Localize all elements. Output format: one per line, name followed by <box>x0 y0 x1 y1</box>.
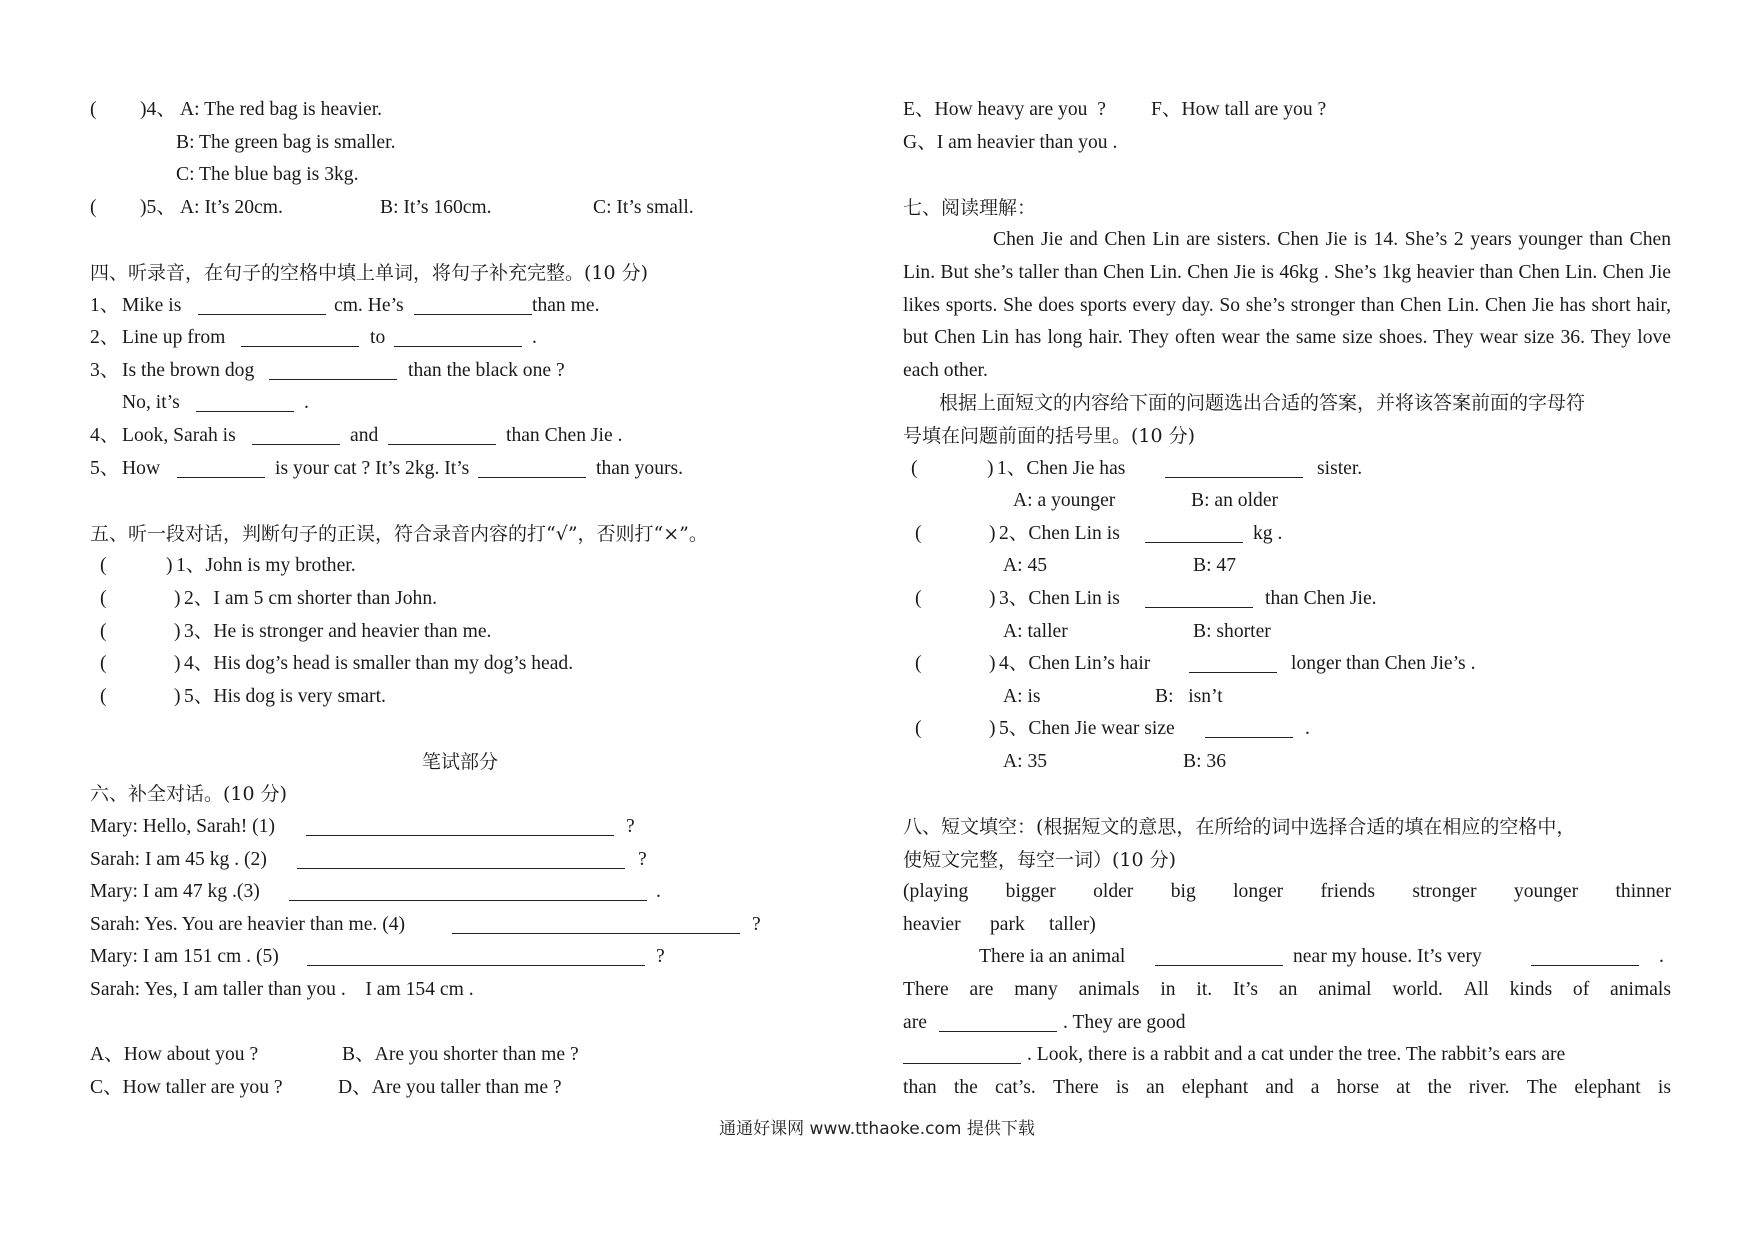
item-number: 2、 <box>90 327 120 349</box>
option-a: A: taller <box>1003 620 1068 642</box>
section-4-line-3 <box>90 355 830 388</box>
blank-line[interactable] <box>289 900 647 901</box>
sentence-text: and <box>350 424 379 446</box>
option-b: B: The green bag is smaller. <box>176 131 396 153</box>
option-d: D、Are you taller than me ? <box>338 1076 562 1098</box>
punctuation: ? <box>656 946 665 968</box>
passage-text: Chen Jie and Chen Lin are sisters. Chen Jie is 14. She’s 2 years younger than Chen Lin. But she’s taller than Chen Lin. Chen Jie is 46kg . She’s 1kg heavier than Chen Lin. Chen Jie likes sports. She does sports every day. So she’s stronger than Chen Lin. Chen Jie has short hair, but Chen Lin has long hair. They often wear the same size shoes. They wear size 36. They love each other. <box>903 229 1671 381</box>
option-a: A: It’s 20cm. <box>180 196 283 218</box>
blank-line[interactable] <box>1145 607 1253 608</box>
word-bank-item: park <box>990 913 1025 935</box>
section-4-title: 四、听录音，在句子的空格中填上单词，将句子补充完整。(10 分) <box>90 261 649 284</box>
blank-line[interactable] <box>306 835 614 836</box>
sentence-text: than yours. <box>596 457 684 479</box>
option-b: B、Are you shorter than me ? <box>342 1044 579 1066</box>
question-3-5-line <box>90 192 830 225</box>
word-bank-item: big <box>1170 881 1196 903</box>
question-text: 5、Chen Jie wear size <box>999 718 1175 740</box>
passage-word: in <box>1160 979 1176 1001</box>
punctuation: ? <box>638 848 647 870</box>
question-text: sister. <box>1317 457 1363 479</box>
reading-passage <box>903 224 1671 387</box>
question-text: than Chen Jie. <box>1265 587 1377 609</box>
passage-word: an <box>1146 1076 1165 1098</box>
answer-paren-close: ) <box>989 587 996 609</box>
item-number: 4、 <box>90 424 120 446</box>
passage-word: and <box>1265 1076 1294 1098</box>
option-a: A: is <box>1003 685 1041 707</box>
question-text: 3、Chen Lin is <box>999 587 1120 609</box>
option-a: A: The red bag is heavier. <box>180 99 383 120</box>
passage-word: is <box>1115 1076 1129 1098</box>
passage-text: near my house. It’s very <box>1293 946 1482 968</box>
question-text: 4、Chen Lin’s hair <box>999 653 1151 675</box>
statement-text: 5、His dog is very smart. <box>184 685 386 707</box>
statement-text: 1、John is my brother. <box>176 555 356 577</box>
answer-paren-close: ) <box>989 718 996 740</box>
blank-line[interactable] <box>1165 477 1303 478</box>
sentence-text: How <box>122 457 161 479</box>
reading-q4-options <box>903 681 1671 714</box>
section-7-instructions-1: 根据上面短文的内容给下面的问题选出合适的答案，并将该答案前面的字母符 <box>939 392 1586 415</box>
punctuation: ? <box>752 913 761 935</box>
passage-word: elephant <box>1181 1076 1249 1098</box>
cloze-line-4 <box>903 1039 1671 1072</box>
word-bank-item: thinner <box>1615 881 1671 903</box>
word-bank-row-1 <box>903 876 1671 909</box>
reading-q4 <box>903 648 1671 681</box>
option-c: C: It’s small. <box>593 196 694 218</box>
passage-word: the <box>953 1076 978 1098</box>
question-3-4-option-c-line <box>90 159 830 192</box>
sentence-text: No, it’s <box>122 392 180 414</box>
statement-text: 2、I am 5 cm shorter than John. <box>184 587 438 609</box>
sentence-text: . <box>532 327 537 349</box>
reading-q5-options <box>903 746 1671 779</box>
word-bank-item: friends <box>1320 881 1375 903</box>
section-6-title: 六、补全对话。(10 分) <box>90 783 288 806</box>
answer-paren-close: ) <box>174 620 181 642</box>
blank-line[interactable] <box>1205 737 1293 738</box>
passage-text: There ia an animal <box>979 946 1126 968</box>
passage-text: . <box>1659 946 1664 968</box>
question-text: 2、Chen Lin is <box>999 522 1120 544</box>
blank-line[interactable] <box>1155 965 1283 966</box>
section-5-title: 五、听一段对话，判断句子的正误，符合录音内容的打“√”，否则打“×”。 <box>90 522 708 545</box>
cloze-line-5 <box>903 1072 1671 1105</box>
options-row-2 <box>90 1072 830 1105</box>
page-footer: 通通好课网 www.tthaoke.com 提供下载 <box>719 1119 1035 1139</box>
sentence-text: Look, Sarah is <box>122 424 236 446</box>
word-bank-row-2 <box>903 909 1671 942</box>
blank-line[interactable] <box>414 314 532 315</box>
reading-q1 <box>903 453 1671 486</box>
option-e: E、How heavy are you ? <box>903 99 1106 120</box>
question-text: 1、Chen Jie has <box>997 457 1126 479</box>
option-g: G、I am heavier than you . <box>903 131 1118 153</box>
question-text: . <box>1305 718 1310 740</box>
section-5-item-1 <box>90 550 830 583</box>
option-c: C: The blue bag is 3kg. <box>176 164 359 186</box>
blank-line[interactable] <box>252 444 340 445</box>
item-number: 5、 <box>90 457 120 479</box>
right-column <box>903 94 1671 1104</box>
options-row-4 <box>903 127 1671 160</box>
question-3-4-option-b-line <box>90 127 830 160</box>
answer-paren-open: ( <box>915 522 922 544</box>
option-b: B: shorter <box>1193 620 1271 642</box>
passage-word: of <box>1572 979 1590 1001</box>
options-row-1 <box>90 1039 830 1072</box>
passage-word: are <box>969 979 994 1001</box>
option-b: B: It’s 160cm. <box>380 196 492 218</box>
answer-paren-close: ) <box>174 653 181 675</box>
passage-word: animals <box>1610 979 1671 1001</box>
option-a: A: a younger <box>1013 490 1116 512</box>
blank-line[interactable] <box>269 379 397 380</box>
question-number: )5、 <box>140 196 176 218</box>
passage-word: It’s <box>1233 979 1259 1001</box>
blank-line[interactable] <box>903 1063 1021 1064</box>
section-4-line-2 <box>90 322 830 355</box>
item-number: 3、 <box>90 359 120 381</box>
section-7-instructions-2: 号填在问题前面的括号里。(10 分) <box>903 424 1196 447</box>
sentence-text: Is the brown dog <box>122 359 255 381</box>
section-8-title-1: 八、短文填空：(根据短文的意思，在所给的词中选择合适的填在相应的空格中， <box>903 816 1576 839</box>
question-text: longer than Chen Jie’s . <box>1291 653 1476 675</box>
dialogue-text: Sarah: Yes, I am taller than you . I am 154 cm . <box>90 979 474 1001</box>
passage-word: a <box>1310 1076 1320 1098</box>
dialogue-text: Mary: I am 151 cm . (5) <box>90 946 279 968</box>
dialogue-text: Sarah: Yes. You are heavier than me. (4) <box>90 913 406 935</box>
blank-line[interactable] <box>478 477 586 478</box>
answer-paren-open: ( <box>90 99 97 120</box>
passage-word: The <box>1526 1076 1558 1098</box>
dialogue-line-4 <box>90 909 830 942</box>
option-b: B: an older <box>1191 490 1279 512</box>
answer-paren-close: ) <box>989 522 996 544</box>
option-a: A: 35 <box>1003 750 1048 772</box>
blank-line[interactable] <box>1531 965 1639 966</box>
passage-word: the <box>1427 1076 1452 1098</box>
section-5-item-4 <box>90 648 830 681</box>
sentence-text: to <box>370 327 386 349</box>
reading-q1-options <box>903 485 1671 518</box>
blank-line[interactable] <box>307 965 645 966</box>
word-bank-item: (playing <box>903 881 969 903</box>
statement-text: 3、He is stronger and heavier than me. <box>184 620 492 642</box>
passage-text: . Look, there is a rabbit and a cat under the tree. The rabbit’s ears are <box>1027 1044 1566 1066</box>
passage-word: There <box>1053 1076 1099 1098</box>
dialogue-line-5 <box>90 941 830 974</box>
option-a: A: 45 <box>1003 555 1048 577</box>
dialogue-line-3 <box>90 876 830 909</box>
answer-paren-open: ( <box>915 718 922 740</box>
sentence-text: than me. <box>532 294 600 316</box>
reading-q2 <box>903 518 1671 551</box>
answer-paren-open: ( <box>911 457 918 479</box>
passage-word: cat’s. <box>995 1076 1036 1098</box>
word-bank-item: stronger <box>1412 881 1477 903</box>
punctuation: ? <box>626 816 635 838</box>
dialogue-text: Mary: Hello, Sarah! (1) <box>90 816 275 838</box>
option-b: B: 47 <box>1193 555 1237 577</box>
word-bank-item: bigger <box>1005 881 1056 903</box>
passage-word: elephant <box>1574 1076 1641 1098</box>
word-bank-item: taller) <box>1049 913 1096 935</box>
reading-q3 <box>903 583 1671 616</box>
section-5-item-3 <box>90 616 830 649</box>
sentence-text: Line up from <box>122 327 226 349</box>
reading-q2-options <box>903 550 1671 583</box>
sentence-text: cm. He’s <box>334 294 404 316</box>
dialogue-text: Sarah: I am 45 kg . (2) <box>90 848 267 870</box>
passage-word: There <box>903 979 949 1001</box>
item-number: 1、 <box>90 294 120 316</box>
section-4-line-1 <box>90 290 830 323</box>
dialogue-line-2 <box>90 844 830 877</box>
blank-line[interactable] <box>297 868 625 869</box>
passage-word: river. <box>1468 1076 1510 1098</box>
passage-word: animals <box>1078 979 1140 1001</box>
dialogue-text: Mary: I am 47 kg .(3) <box>90 881 260 903</box>
question-text: kg . <box>1253 522 1283 544</box>
answer-paren-open: ( <box>90 196 97 218</box>
section-4-line-4 <box>90 420 830 453</box>
sentence-text: . <box>304 392 309 414</box>
passage-word: horse <box>1336 1076 1380 1098</box>
answer-paren-open: ( <box>100 653 107 675</box>
cloze-line-1 <box>903 941 1671 974</box>
answer-paren-open: ( <box>915 653 922 675</box>
reading-q5 <box>903 713 1671 746</box>
option-f: F、How tall are you ? <box>1151 99 1327 120</box>
dialogue-line-6 <box>90 974 830 1007</box>
blank-line[interactable] <box>177 477 265 478</box>
answer-paren-open: ( <box>915 587 922 609</box>
blank-line[interactable] <box>1145 542 1243 543</box>
section-8-title-2: 使短文完整，每空一词）(10 分) <box>903 848 1177 871</box>
blank-line[interactable] <box>241 346 359 347</box>
written-part-title: 笔试部分 <box>421 750 498 773</box>
answer-paren-close: ) <box>174 685 181 707</box>
answer-paren-close: ) <box>174 587 181 609</box>
passage-word: All <box>1463 979 1489 1001</box>
passage-word: many <box>1014 979 1058 1001</box>
statement-text: 4、His dog’s head is smaller than my dog’s head. <box>184 653 574 675</box>
passage-word: animal <box>1318 979 1372 1001</box>
passage-word: world. <box>1392 979 1443 1001</box>
section-4-line-3b <box>90 387 830 420</box>
answer-paren-close: ) <box>166 555 173 577</box>
option-c: C、How taller are you ? <box>90 1076 283 1098</box>
word-bank-item: longer <box>1233 881 1284 903</box>
answer-paren-close: ) <box>987 457 994 479</box>
blank-line[interactable] <box>196 411 294 412</box>
passage-text: . They are good <box>1063 1011 1186 1033</box>
answer-paren-open: ( <box>100 685 107 707</box>
word-bank-item: younger <box>1513 881 1579 903</box>
section-4-line-5 <box>90 453 830 486</box>
word-bank-item: heavier <box>903 913 961 935</box>
punctuation: . <box>656 881 661 903</box>
section-5-item-5 <box>90 681 830 714</box>
sentence-text: than the black one ? <box>408 359 565 381</box>
blank-line[interactable] <box>452 933 740 934</box>
cloze-line-3 <box>903 1007 1671 1040</box>
passage-text: are <box>903 1011 927 1033</box>
left-column <box>90 94 830 1104</box>
blank-line[interactable] <box>388 444 496 445</box>
blank-line[interactable] <box>939 1031 1057 1032</box>
passage-word: kinds <box>1509 979 1553 1001</box>
section-7-title: 七、阅读理解： <box>903 196 1037 219</box>
question-3-4-line <box>90 94 830 127</box>
reading-q3-options <box>903 616 1671 649</box>
dialogue-line-1 <box>90 811 830 844</box>
answer-paren-close: ) <box>989 653 996 675</box>
option-a: A、How about you ? <box>90 1044 259 1066</box>
answer-paren-open: ( <box>100 620 107 642</box>
blank-line[interactable] <box>198 314 326 315</box>
sentence-text: is your cat ? It’s 2kg. It’s <box>275 457 470 479</box>
blank-line[interactable] <box>394 346 522 347</box>
passage-word: an <box>1278 979 1298 1001</box>
option-b: B: isn’t <box>1155 685 1223 707</box>
blank-line[interactable] <box>1189 672 1277 673</box>
sentence-text: Mike is <box>122 294 182 316</box>
passage-word: is <box>1657 1076 1671 1098</box>
passage-word: than <box>903 1076 937 1098</box>
passage-word: it. <box>1196 979 1213 1001</box>
section-5-item-2 <box>90 583 830 616</box>
sentence-text: than Chen Jie . <box>506 424 623 446</box>
word-bank-item: older <box>1093 881 1134 903</box>
passage-word: at <box>1396 1076 1411 1098</box>
answer-paren-open: ( <box>100 555 107 577</box>
question-number: )4、 <box>140 99 176 120</box>
cloze-line-2 <box>903 974 1671 1007</box>
answer-paren-open: ( <box>100 587 107 609</box>
options-row-3 <box>903 94 1671 127</box>
option-b: B: 36 <box>1183 750 1227 772</box>
